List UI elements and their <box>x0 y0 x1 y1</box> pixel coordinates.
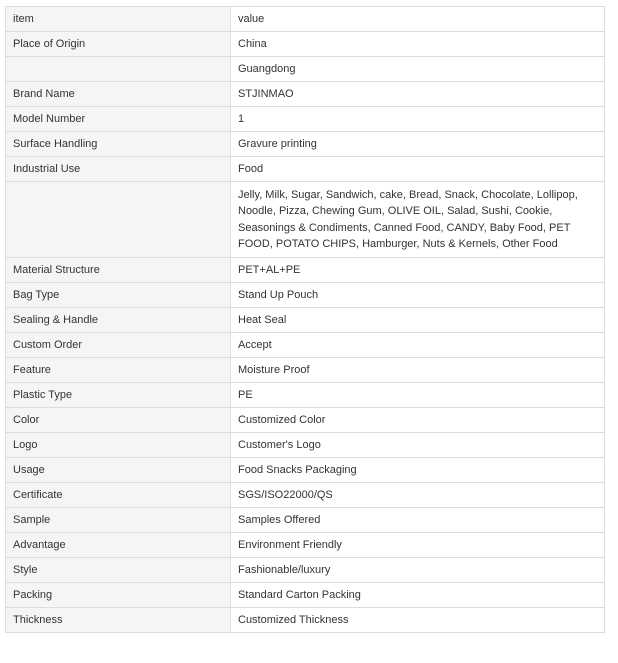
spec-value: China <box>231 32 605 57</box>
spec-key: Plastic Type <box>6 383 231 408</box>
table-row <box>6 608 605 633</box>
table-row <box>6 283 605 308</box>
table-row <box>6 7 605 32</box>
spec-key: Sample <box>6 508 231 533</box>
table-row <box>6 333 605 358</box>
table-row <box>6 57 605 82</box>
table-row <box>6 458 605 483</box>
spec-key: Model Number <box>6 107 231 132</box>
table-row <box>6 508 605 533</box>
spec-value: Customer's Logo <box>231 433 605 458</box>
spec-value: Samples Offered <box>231 508 605 533</box>
spec-key: item <box>6 7 231 32</box>
spec-key: Bag Type <box>6 283 231 308</box>
table-row <box>6 182 605 258</box>
spec-key: Place of Origin <box>6 32 231 57</box>
spec-key: Logo <box>6 433 231 458</box>
spec-value: Jelly, Milk, Sugar, Sandwich, cake, Bread, Snack, Chocolate, Lollipop, Noodle, Pizza, Chewing Gum, OLIVE OIL, Salad, Sushi, Cookie, Seasonings & Condiments, Canned Food, CANDY, Baby Food, PET FOOD, POTATO CHIPS, Hamburger, Nuts & Kernels, Other Food <box>231 182 605 258</box>
spec-value: Environment Friendly <box>231 533 605 558</box>
spec-value: Customized Color <box>231 408 605 433</box>
table-row <box>6 408 605 433</box>
table-row <box>6 583 605 608</box>
table-row <box>6 308 605 333</box>
spec-value: Food Snacks Packaging <box>231 458 605 483</box>
table-row <box>6 107 605 132</box>
table-row <box>6 358 605 383</box>
table-row <box>6 383 605 408</box>
spec-value: Standard Carton Packing <box>231 583 605 608</box>
spec-key: Material Structure <box>6 258 231 283</box>
table-row <box>6 157 605 182</box>
spec-value: Stand Up Pouch <box>231 283 605 308</box>
spec-value: Food <box>231 157 605 182</box>
spec-key: Packing <box>6 583 231 608</box>
spec-key: Certificate <box>6 483 231 508</box>
spec-value: Fashionable/luxury <box>231 558 605 583</box>
spec-value: Customized Thickness <box>231 608 605 633</box>
table-row <box>6 258 605 283</box>
table-row <box>6 483 605 508</box>
spec-key: Advantage <box>6 533 231 558</box>
spec-key: Industrial Use <box>6 157 231 182</box>
spec-key: Color <box>6 408 231 433</box>
table-row <box>6 433 605 458</box>
spec-value: Guangdong <box>231 57 605 82</box>
spec-key: Feature <box>6 358 231 383</box>
spec-value: PET+AL+PE <box>231 258 605 283</box>
spec-value: Moisture Proof <box>231 358 605 383</box>
spec-value: PE <box>231 383 605 408</box>
table-row <box>6 558 605 583</box>
spec-key <box>6 57 231 82</box>
table-row <box>6 32 605 57</box>
spec-key: Custom Order <box>6 333 231 358</box>
spec-value: Accept <box>231 333 605 358</box>
spec-key: Sealing & Handle <box>6 308 231 333</box>
spec-value: value <box>231 7 605 32</box>
table-row <box>6 82 605 107</box>
table-row <box>6 533 605 558</box>
spec-key: Usage <box>6 458 231 483</box>
spec-key <box>6 182 231 258</box>
spec-value: SGS/ISO22000/QS <box>231 483 605 508</box>
spec-value: 1 <box>231 107 605 132</box>
spec-value: Heat Seal <box>231 308 605 333</box>
product-spec-table <box>5 6 605 633</box>
spec-value: Gravure printing <box>231 132 605 157</box>
spec-key: Surface Handling <box>6 132 231 157</box>
spec-key: Thickness <box>6 608 231 633</box>
spec-key: Style <box>6 558 231 583</box>
spec-key: Brand Name <box>6 82 231 107</box>
table-row <box>6 132 605 157</box>
spec-value: STJINMAO <box>231 82 605 107</box>
